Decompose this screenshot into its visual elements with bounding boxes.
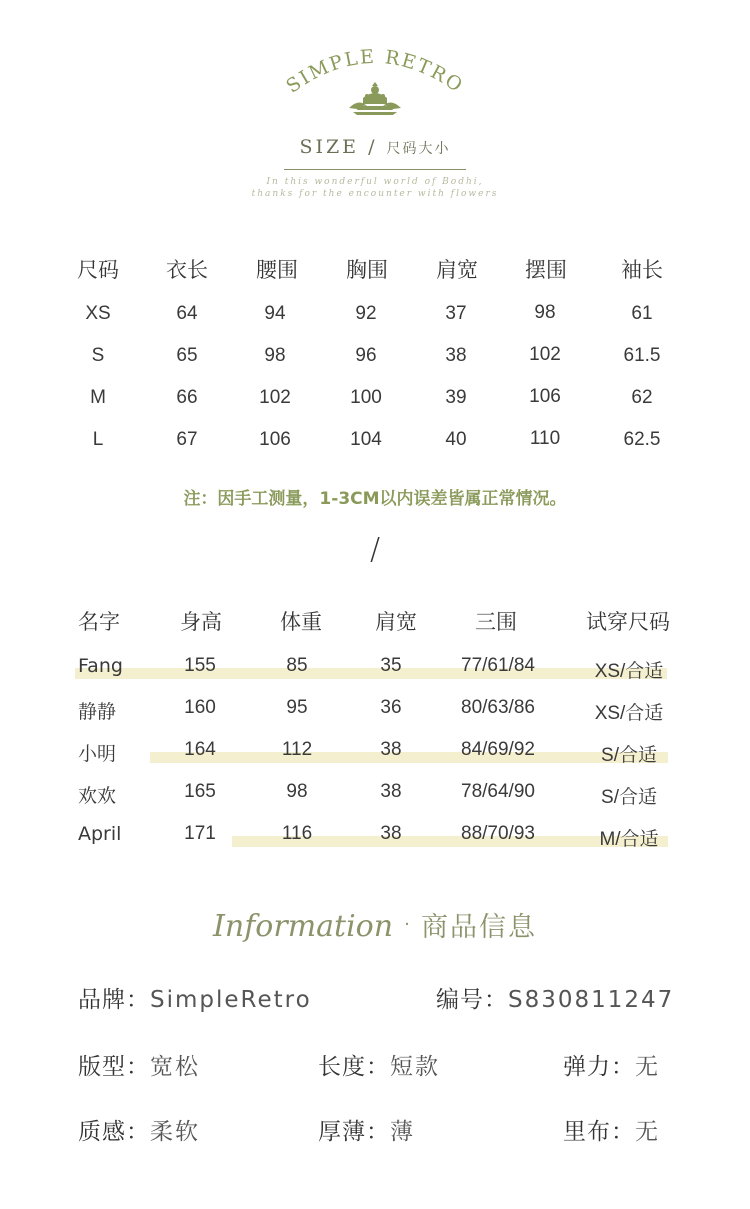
info-value: 短款 xyxy=(390,1054,440,1080)
size-table-cell: 102 xyxy=(259,387,291,408)
info-value: 无 xyxy=(635,1119,660,1145)
tryon-table-cell: M/合适 xyxy=(599,829,659,850)
measurement-note: 注：因手工测量，1-3CM以内误差皆属正常情况。 xyxy=(183,489,567,509)
size-table-cell: 94 xyxy=(264,303,286,324)
size-table-cell: 106 xyxy=(529,386,561,407)
size-table-header: 摆围 xyxy=(525,258,567,282)
tryon-table-cell: 116 xyxy=(281,823,313,844)
tryon-table-cell: 88/70/93 xyxy=(461,823,535,844)
size-table-cell: 96 xyxy=(355,345,377,366)
size-table-header: 衣长 xyxy=(166,258,208,282)
info-label: 质感： xyxy=(78,1119,150,1145)
info-item-length xyxy=(318,1048,440,1081)
tryon-table-header: 身高 xyxy=(180,610,222,634)
info-item-elasticity xyxy=(563,1048,660,1081)
info-value: S830811247 xyxy=(508,987,675,1013)
size-table-cell: 40 xyxy=(445,429,467,450)
tryon-table-cell: 77/61/84 xyxy=(461,655,535,676)
info-item-brand xyxy=(78,981,312,1014)
info-label: 品牌： xyxy=(78,987,150,1013)
tryon-table-cell: 78/64/90 xyxy=(461,781,535,802)
size-table-header: 胸围 xyxy=(346,258,388,282)
size-table-header: 肩宽 xyxy=(436,258,478,282)
info-item-thickness xyxy=(318,1113,415,1146)
tryon-table-cell: 静静 xyxy=(78,701,117,723)
size-table-cell: 64 xyxy=(176,303,198,324)
tryon-table-cell: 38 xyxy=(380,823,402,844)
information-title-cn: 商品信息 xyxy=(420,912,537,943)
size-table-cell: 106 xyxy=(259,429,291,450)
info-value: SimpleRetro xyxy=(150,987,312,1013)
size-table-cell: S xyxy=(91,345,105,366)
tryon-table-cell: 35 xyxy=(380,655,402,676)
section-divider-slash: / xyxy=(369,532,381,567)
tryon-table-cell: 84/69/92 xyxy=(461,739,535,760)
tryon-table-header: 名字 xyxy=(78,610,120,634)
tryon-table-cell: 85 xyxy=(286,655,308,676)
tryon-table-cell: XS/合适 xyxy=(594,703,664,724)
info-label: 长度： xyxy=(318,1054,390,1080)
size-table-cell: 61 xyxy=(631,303,653,324)
size-table-cell: 65 xyxy=(176,345,198,366)
info-label: 里布： xyxy=(563,1119,635,1145)
info-item-fit xyxy=(78,1048,200,1081)
size-table-cell: 110 xyxy=(529,428,561,449)
size-title-cn: 尺码大小 xyxy=(386,141,451,157)
info-item-texture xyxy=(78,1113,200,1146)
info-label: 弹力： xyxy=(563,1054,635,1080)
info-item-lining xyxy=(563,1113,660,1146)
size-table-cell: 98 xyxy=(264,345,286,366)
info-label: 编号： xyxy=(436,987,508,1013)
information-title-dot: · xyxy=(404,914,410,935)
size-table-cell: 62.5 xyxy=(623,429,661,450)
tagline-line-2: thanks for the encounter with flowers xyxy=(251,189,499,199)
tryon-table-cell: 155 xyxy=(184,655,216,676)
size-table-cell: 98 xyxy=(534,302,556,323)
size-table-cell: M xyxy=(90,387,106,408)
size-table-cell: XS xyxy=(85,303,111,324)
tryon-table-cell: S/合适 xyxy=(601,745,657,766)
tagline-line-1: In this wonderful world of Bodhi, xyxy=(266,177,484,187)
size-table-cell: 39 xyxy=(445,387,467,408)
tryon-table-cell: 95 xyxy=(286,697,308,718)
info-label: 厚薄： xyxy=(318,1119,390,1145)
info-label: 版型： xyxy=(78,1054,150,1080)
info-value: 无 xyxy=(635,1054,660,1080)
size-table-header: 袖长 xyxy=(621,258,663,282)
tryon-table-cell: 164 xyxy=(184,739,216,760)
size-table-cell: 61.5 xyxy=(623,345,661,366)
tryon-table-cell: 38 xyxy=(380,739,402,760)
information-title-script: Information xyxy=(213,909,394,944)
tryon-table-cell: XS/合适 xyxy=(594,661,664,682)
size-table-cell: 92 xyxy=(355,303,377,324)
tryon-table-cell: 112 xyxy=(281,739,313,760)
tryon-table-cell: 欢欢 xyxy=(78,785,117,807)
size-table-cell: L xyxy=(92,429,104,450)
tryon-table-cell: 98 xyxy=(286,781,308,802)
size-table-cell: 37 xyxy=(445,303,467,324)
tryon-table-header: 试穿尺码 xyxy=(586,610,670,634)
tryon-table-cell: Fang xyxy=(78,655,123,677)
size-table-header: 尺码 xyxy=(77,258,119,282)
size-table-header: 腰围 xyxy=(256,258,298,282)
size-table-cell: 67 xyxy=(176,429,198,450)
tryon-table-cell: 36 xyxy=(380,697,402,718)
size-title-en: SIZE / xyxy=(299,136,378,158)
information-section-title xyxy=(0,905,750,944)
tryon-table-header: 体重 xyxy=(280,610,322,634)
tryon-table-cell: 165 xyxy=(184,781,216,802)
size-table-cell: 104 xyxy=(350,429,382,450)
tryon-table-cell: 38 xyxy=(380,781,402,802)
crown-ornament-icon xyxy=(345,78,405,118)
info-value: 宽松 xyxy=(150,1054,200,1080)
tryon-table-cell: 171 xyxy=(184,823,216,844)
header-divider xyxy=(284,169,466,170)
tryon-table-cell: 160 xyxy=(184,697,216,718)
info-item-code xyxy=(436,981,674,1014)
size-table-cell: 62 xyxy=(631,387,653,408)
tryon-table-cell: 小明 xyxy=(78,743,117,765)
info-value: 薄 xyxy=(390,1119,415,1145)
tryon-table-cell: April xyxy=(78,823,122,845)
tryon-table-header: 三围 xyxy=(475,610,517,634)
size-table-cell: 102 xyxy=(529,344,561,365)
tryon-table-header: 肩宽 xyxy=(375,610,417,634)
size-section-title xyxy=(0,136,750,158)
tryon-table-cell: 80/63/86 xyxy=(461,697,535,718)
size-table-cell: 38 xyxy=(445,345,467,366)
info-value: 柔软 xyxy=(150,1119,200,1145)
tryon-table-cell: S/合适 xyxy=(601,787,657,808)
size-table-cell: 66 xyxy=(176,387,198,408)
size-table-cell: 100 xyxy=(350,387,382,408)
brand-name: SIMPLE RETRO xyxy=(282,45,468,98)
